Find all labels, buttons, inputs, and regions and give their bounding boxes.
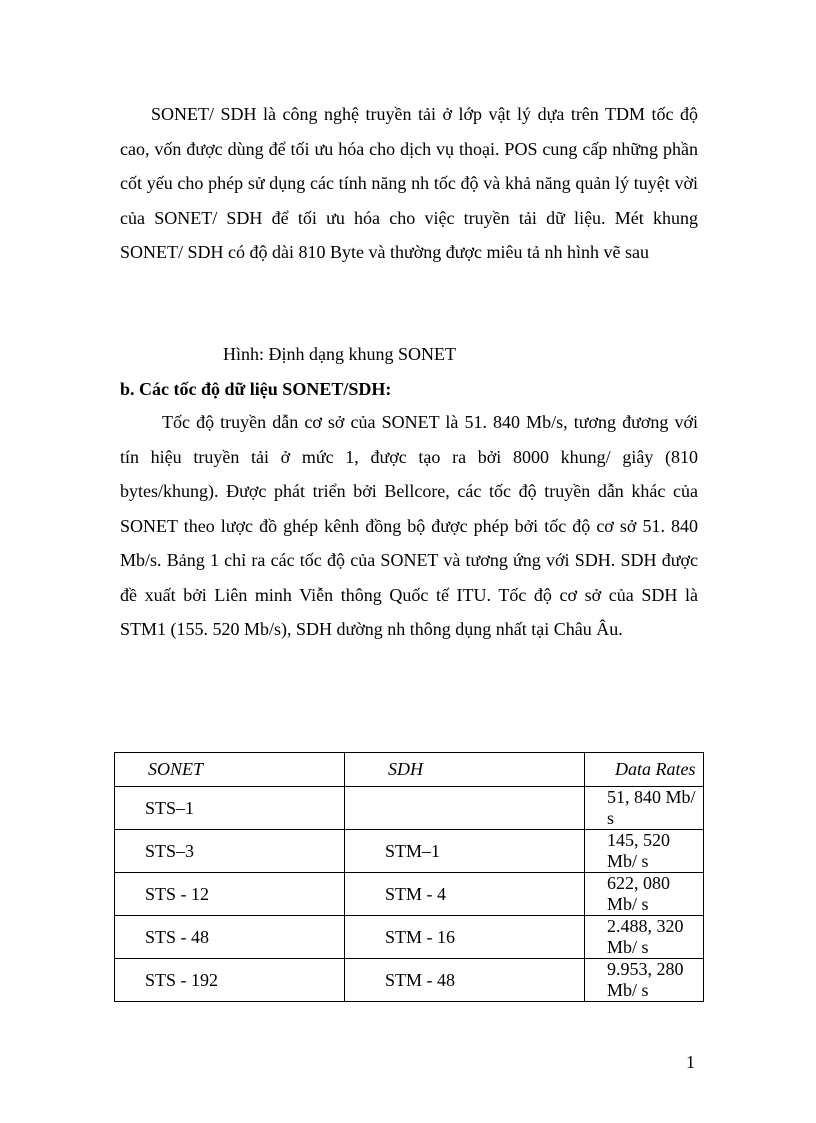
page-number: 1 <box>686 1052 695 1072</box>
cell-sdh: STM–1 <box>345 830 585 873</box>
section-heading: b. Các tốc độ dữ liệu SONET/SDH: <box>120 379 392 399</box>
cell-data-rate: 622, 080 Mb/ s <box>585 873 704 916</box>
figure-caption: Hình: Định dạng khung SONET <box>223 344 456 364</box>
header-data-rates: Data Rates <box>585 753 704 787</box>
cell-sdh <box>345 787 585 830</box>
cell-sdh: STM - 4 <box>345 873 585 916</box>
header-sdh: SDH <box>345 753 585 787</box>
table-row <box>115 787 704 830</box>
cell-data-rate: 51, 840 Mb/ s <box>585 787 704 830</box>
table-row <box>115 959 704 1002</box>
intro-paragraph: SONET/ SDH là công nghệ truyền tải ở lớp vật lý dựa trên TDM tốc độ cao, vốn được dùng để tối ưu hóa cho dịch vụ thoại. POS cung cấp những phần cốt yếu cho phép sử dụng các tính năng nh tốc độ và khả năng quản lý tuyệt vời của SONET/ SDH để tối ưu hóa cho việc truyền tải dữ liệu. Mét khung SONET/ SDH có độ dài 810 Byte và thường được miêu tả nh hình vẽ sau <box>120 104 698 262</box>
cell-sonet: STS - 12 <box>115 873 345 916</box>
table-header-row <box>115 753 704 787</box>
table-row <box>115 916 704 959</box>
cell-sonet: STS - 192 <box>115 959 345 1002</box>
cell-data-rate: 2.488, 320 Mb/ s <box>585 916 704 959</box>
sonet-sdh-rates-table <box>114 752 704 1002</box>
table-row <box>115 830 704 873</box>
cell-sonet: STS–1 <box>115 787 345 830</box>
cell-data-rate: 9.953, 280 Mb/ s <box>585 959 704 1002</box>
table-row <box>115 873 704 916</box>
cell-sdh: STM - 16 <box>345 916 585 959</box>
cell-sonet: STS–3 <box>115 830 345 873</box>
header-sonet: SONET <box>115 753 345 787</box>
data-rates-paragraph: Tốc độ truyền dẫn cơ sở của SONET là 51. 840 Mb/s, tương đương với tín hiệu truyền tải ở mức 1, được tạo ra bởi 8000 khung/ giây (810 bytes/khung). Được phát triển bởi Bellcore, các tốc độ truyền dẫn khác của SONET theo lược đồ ghép kênh đồng bộ được phép bởi tốc độ cơ sở 51. 840 Mb/s. Bảng 1 chỉ ra các tốc độ của SONET và tương ứng với SDH. SDH được đề xuất bởi Liên minh Viễn thông Quốc tế ITU. Tốc độ cơ sở của SDH là STM1 (155. 520 Mb/s), SDH dường nh thông dụng nhất tại Châu Âu. <box>120 412 698 639</box>
cell-data-rate: 145, 520 Mb/ s <box>585 830 704 873</box>
cell-sonet: STS - 48 <box>115 916 345 959</box>
cell-sdh: STM - 48 <box>345 959 585 1002</box>
